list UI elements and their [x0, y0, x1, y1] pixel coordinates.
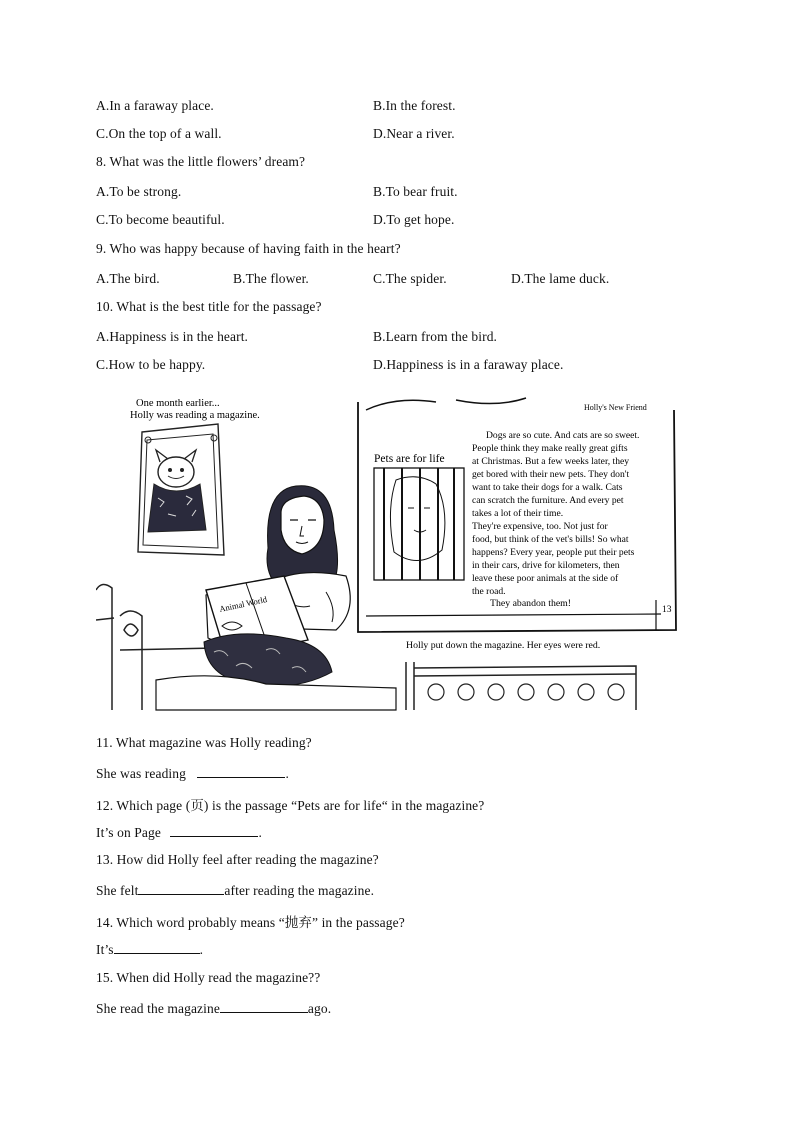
q8-option-b: B.To bear fruit.: [373, 184, 458, 199]
q15-answer-suffix: ago.: [307, 1001, 332, 1016]
comic-illustration: [96, 380, 696, 715]
q11-answer-prefix: She was reading: [96, 766, 186, 781]
q12-question: 12. Which page (页) is the passage “Pets are for life“ in the magazine?: [96, 798, 485, 813]
comic-caption-earlier: One month earlier...: [136, 398, 220, 409]
article-line: at Christmas. But a few weeks later, they: [472, 456, 630, 467]
q13-answer: [96, 882, 374, 899]
q9-option-b: B.The flower.: [233, 271, 309, 286]
q10-option-d: D.Happiness is in a faraway place.: [373, 357, 564, 372]
q10-option-a: A.Happiness is in the heart.: [96, 329, 249, 344]
comic-caption-bottom: Holly put down the magazine. Her eyes were red.: [406, 640, 601, 651]
q11-question: 11. What magazine was Holly reading?: [96, 735, 312, 750]
q13-answer-prefix: She felt: [96, 883, 139, 898]
q11-answer-blank[interactable]: [197, 765, 285, 778]
q11-answer-suffix: .: [285, 766, 289, 781]
article-line: leave these poor animals at the side of: [472, 573, 619, 584]
q9-option-d: D.The lame duck.: [511, 271, 610, 286]
q9-option-c: C.The spider.: [373, 271, 447, 286]
q12-answer-prefix: It’s on Page: [96, 825, 161, 840]
q10-question: 10. What is the best title for the passage?: [96, 299, 322, 314]
held-magazine-title: Animal World: [218, 594, 268, 614]
wall-poster: [138, 424, 224, 555]
q15-answer-prefix: She read the magazine: [96, 1001, 220, 1016]
article-line: the road.: [472, 586, 506, 597]
q7-option-c: C.On the top of a wall.: [96, 126, 222, 141]
article-line: Dogs are so cute. And cats are so sweet.: [486, 430, 640, 441]
q13-answer-blank[interactable]: [138, 882, 224, 895]
q12-answer: [96, 824, 262, 841]
q13-answer-suffix: after reading the magazine.: [224, 883, 375, 898]
article-line: People think they make really great gifts: [472, 443, 628, 454]
q7-option-d: D.Near a river.: [373, 126, 455, 141]
article-line: They're expensive, too. Not just for: [472, 521, 608, 532]
q14-answer-prefix: It’s: [96, 942, 114, 957]
q10-option-c: C.How to be happy.: [96, 357, 206, 372]
q8-question: 8. What was the little flowers’ dream?: [96, 154, 306, 169]
bed-footboard: [406, 662, 636, 710]
q13-question: 13. How did Holly feel after reading the magazine?: [96, 852, 379, 867]
q8-option-c: C.To become beautiful.: [96, 212, 225, 227]
q9-question: 9. Who was happy because of having faith in the heart?: [96, 241, 401, 256]
magazine-page-number: 13: [662, 605, 672, 615]
article-line: food, but think of the vet's bills! So what: [472, 534, 629, 545]
q14-answer-suffix: .: [199, 942, 204, 957]
article-line: in their cars, drive for kilometers, then: [472, 560, 620, 571]
q14-answer-blank[interactable]: [114, 941, 200, 954]
q9-option-a: A.The bird.: [96, 271, 160, 286]
article-title: Pets are for life: [374, 453, 445, 465]
article-line: want to take their dogs for a walk. Cats: [472, 482, 623, 493]
magazine-page: [358, 398, 676, 632]
q11-answer: [96, 765, 289, 782]
q14-answer: [96, 941, 203, 958]
article-last-line: They abandon them!: [490, 598, 572, 609]
q7-option-b: B.In the forest.: [373, 98, 456, 113]
q15-answer-blank[interactable]: [220, 1000, 308, 1013]
comic-caption-reading: Holly was reading a magazine.: [130, 410, 260, 421]
article-line: can scratch the furniture. And every pet: [472, 495, 624, 506]
q12-answer-suffix: .: [258, 825, 262, 840]
q8-option-a: A.To be strong.: [96, 184, 182, 199]
article-line: get bored with their new pets. They don't: [472, 469, 630, 480]
q14-question: 14. Which word probably means “抛弃” in the passage?: [96, 915, 405, 930]
q7-option-a: A.In a faraway place.: [96, 98, 214, 113]
q10-option-b: B.Learn from the bird.: [373, 329, 498, 344]
article-line: happens? Every year, people put their pets: [472, 547, 635, 558]
q15-question: 15. When did Holly read the magazine??: [96, 970, 321, 985]
magazine-header: Holly's New Friend: [584, 403, 647, 412]
q12-answer-blank[interactable]: [170, 824, 258, 837]
article-line: takes a lot of their time.: [472, 508, 564, 519]
q15-answer: [96, 1000, 331, 1017]
q8-option-d: D.To get hope.: [373, 212, 455, 227]
